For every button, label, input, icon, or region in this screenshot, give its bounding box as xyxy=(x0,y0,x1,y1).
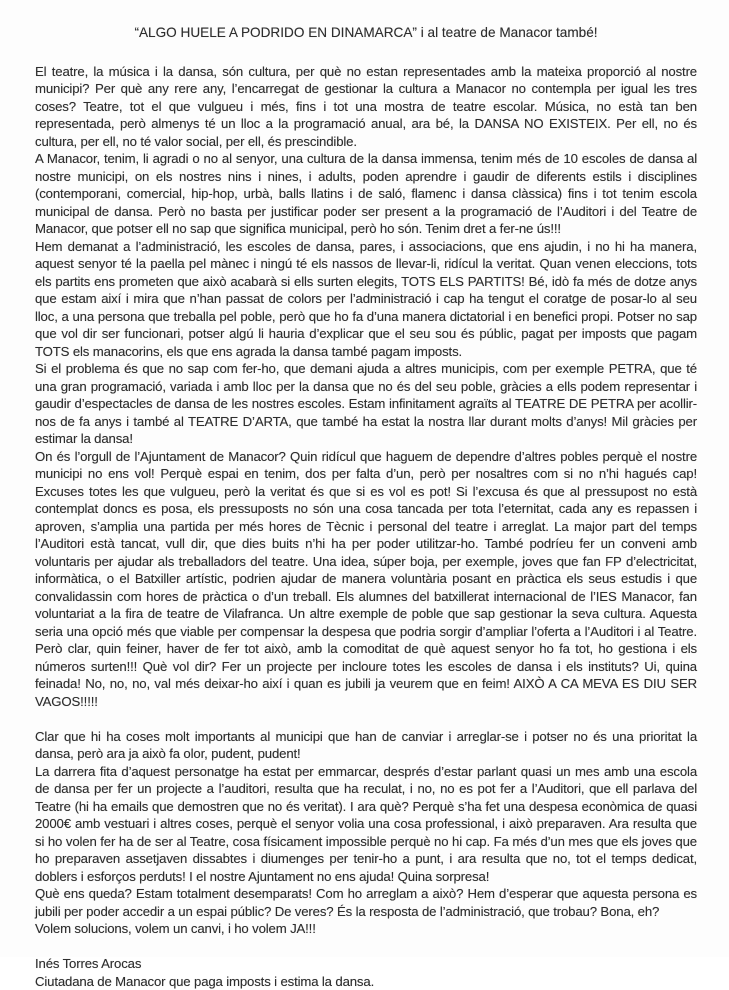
signature-name: Inés Torres Arocas xyxy=(35,955,697,973)
paragraph-ajuntament-pride: On és l’orgull de l’Ajuntament de Manacor? Quin ridícul que haguem de dependre d’altres pobles perquè el nostre municipi no ens vol! Perquè espai en tenim, dos per falta d’un, però per nosaltres com si no n’hi hagués cap! Excuses totes les que vulgueu, però la veritat és que si es vol es pot! Si l’excusa és que al pressupost no està contemplat doncs es posa, els pressuposts no són una cosa tancada per tota l’eternitat, cada any es repassen i aproven, s’amplia una partida per més hores de Tècnic i personal del teatre i arreglat. La major part del temps l’Auditori està tancat, vull dir, que dies buits n’hi ha per poder utilitzar-ho. També podríeu fer un conveni amb voluntaris per ajudar als treballadors del teatre. Una idea, súper boja, per exemple, joves que fan FP d’electricitat, informàtica, o el Batxiller artístic, podrien ajudar de manera voluntària posant en pràctica els seus estudis i que convalidassin com hores de pràctica o d’un treball. Els alumnes del batxillerat internacional de l’IES Manacor, fan voluntariat a la fira de teatre de Vilafranca. Un altre exemple de poble que sap gestionar la seva cultura. Aquesta seria una opció més que viable per compensar la despesa que podria sorgir d’ampliar l’oferta a l’Auditori i al Teatre. Però clar, quin feiner, haver de fer tot això, amb la comoditat de què aquest senyor ho fa tot, ho gestiona i els números surten!!! Què vol dir? Fer un projecte per incloure totes les escoles de dansa i els instituts? Ui, quina feinada! No, no, no, val més deixar-ho així i quan es jubili ja veurem que en feim! AIXÒ A CA MEVA ES DIU SER VAGOS!!!!! xyxy=(35,448,697,711)
paragraph-administration: Hem demanat a l’administració, les escoles de dansa, pares, i associacions, que ens ajudin, i no hi ha manera, aquest senyor té la paella pel mànec i ningú té els nassos de llevar-li, ridícul la veritat. Quan venen eleccions, tots els partits ens prometen que això acabarà si ells surten elegits, TOTS ELS PARTITS! Bé, idò fa més de dotze anys que estam així i mira que n’han passat de colors per l’administració i cap ha tengut el coratge de posar-lo al seu lloc, a una persona que treballa pel poble, però que ho fa d’una manera dictatorial i en benefici propi. Potser no sap que vol dir ser funcionari, potser algú li hauria d’explicar que el seu sou és públic, pagat per imposts que pagam TOTS els manacorins, els que ens agrada la dansa també pagam imposts. xyxy=(35,238,697,361)
signature-block xyxy=(35,955,697,990)
paragraph-intro: El teatre, la música i la dansa, són cultura, per què no estan representades amb la mateixa proporció al nostre municipi? Per què any rere any, l’encarregat de gestionar la cultura a Manacor no contempla per igual les tres coses? Teatre, tot el que vulgueu i més, fins i tot una mostra de teatre escolar. Música, no està tan ben representada, però almenys té un lloc a la programació anual, ara bé, la DANSA NO EXISTEIX. Per ell, no és cultura, per ell, no té valor social, per ell, és prescindible. xyxy=(35,63,697,151)
paragraph-priorities: Clar que hi ha coses molt importants al municipi que han de canviar i arreglar-se i potser no és una prioritat la dansa, però ara ja això fa olor, pudent, pudent! xyxy=(35,728,697,763)
signature-role: Ciutadana de Manacor que paga imposts i estima la dansa. xyxy=(35,973,697,990)
paragraph-what-remains: Què ens queda? Estam totalment desemparats! Com ho arreglam a això? Hem d’esperar que aquesta persona es jubili per poder accedir a un espai públic? De veres? És la resposta de l’administració, que trobau? Bona, eh? xyxy=(35,885,697,920)
document-title: “ALGO HUELE A PODRIDO EN DINAMARCA” i al teatre de Manacor també! xyxy=(35,24,697,42)
paragraph-last-episode: La darrera fita d’aquest personatge ha estat per emmarcar, després d’estar parlant quasi un mes amb una escola de dansa per fer un projecte a l’auditori, resulta que ha reculat, i no, no es pot fer a l’Auditori, que ell parlava del Teatre (hi ha emails que demostren que no és veritat). I ara què? Perquè s’ha fet una despesa econòmica de quasi 2000€ amb vestuari i altres coses, perquè el senyor volia una cosa professional, i això preparaven. Ara resulta que si ho volen fer ha de ser al Teatre, cosa físicament impossible perquè no hi cap. Fa més d’un mes que els joves que ho preparaven assetjaven dissabtes i diumenges per tenir-ho a punt, i ara resulta que no, tot el temps dedicat, doblers i esforços perduts! I el nostre Ajuntament no ens ajuda! Quina sorpresa! xyxy=(35,763,697,886)
paragraph-demands: Volem solucions, volem un canvi, i ho volem JA!!! xyxy=(35,920,697,938)
paragraph-dance-culture: A Manacor, tenim, li agradi o no al senyor, una cultura de la dansa immensa, tenim més de 10 escoles de dansa al nostre municipi, on els nostres nins i nines, i adults, poden aprendre i gaudir de diferents estils i disciplines (contemporani, comercial, hip-hop, urbà, balls llatins i de saló, flamenc i dansa clàssica) fins i tot tenim escola municipal de dansa. Però no basta per justificar poder ser present a la programació de l’Auditori i del Teatre de Manacor, que potser ell no sap que significa municipal, però ho són. Tenim dret a fer-ne ús!!! xyxy=(35,150,697,238)
paragraph-petra-arta: Si el problema és que no sap com fer-ho, que demani ajuda a altres municipis, com per exemple PETRA, que té una gran programació, variada i amb lloc per la dansa que no és del seu poble, gràcies a ells podem representar i gaudir d’espectacles de dansa de les nostres escoles. Estam infinitament agraïts al TEATRE DE PETRA per acollir-nos de fa anys i també al TEATRE D’ARTA, que també ha estat la nostra llar durant molts d’anys! Mil gràcies per estimar la dansa! xyxy=(35,360,697,448)
